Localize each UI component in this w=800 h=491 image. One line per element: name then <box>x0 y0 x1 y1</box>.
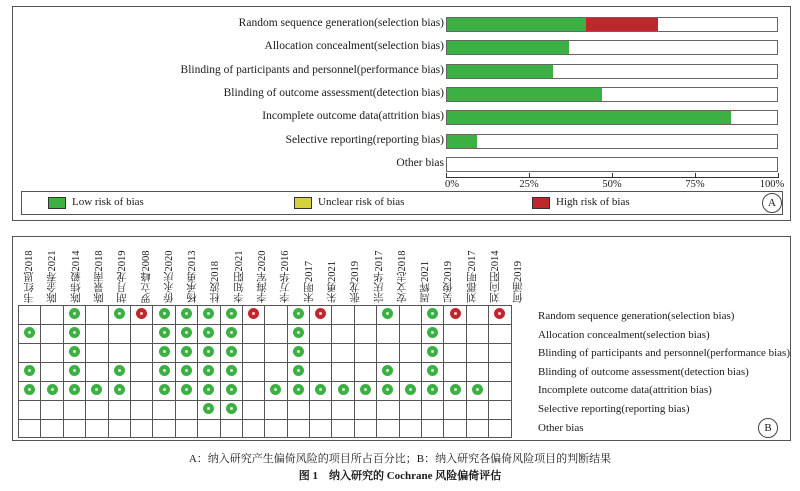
x-tick <box>695 173 696 178</box>
grid-cell <box>399 401 421 420</box>
study-name: 宗庆华2017 <box>373 250 385 303</box>
grid-row <box>19 306 512 325</box>
grid-cell <box>489 363 511 382</box>
bar-segment-low <box>447 41 569 54</box>
grid-cell <box>153 306 175 325</box>
low-risk-dot <box>181 327 192 338</box>
grid-cell <box>354 344 376 363</box>
grid-cell <box>444 401 466 420</box>
grid-cell <box>153 363 175 382</box>
legend-swatch-low <box>48 197 66 209</box>
grid-cell <box>41 363 63 382</box>
low-risk-dot <box>47 384 58 395</box>
grid-cell <box>377 344 399 363</box>
grid-cell <box>63 306 85 325</box>
grid-cell <box>175 306 197 325</box>
bar-track <box>446 40 778 55</box>
grid-cell <box>466 401 488 420</box>
grid-cell <box>422 306 444 325</box>
grid-cell <box>108 306 130 325</box>
grid-cell <box>242 420 264 438</box>
low-risk-dot <box>293 365 304 376</box>
grid-cell <box>130 363 152 382</box>
study-name: 陈景南2018 <box>93 250 105 303</box>
low-risk-dot <box>69 384 80 395</box>
domain-label: Incomplete outcome data(attrition bias) <box>538 384 712 397</box>
grid-cell <box>377 382 399 401</box>
grid-cell <box>332 325 354 344</box>
low-risk-dot <box>226 308 237 319</box>
grid-cell <box>86 306 108 325</box>
grid-row <box>19 420 512 438</box>
bar-label: Selective reporting(reporting bias) <box>285 133 444 146</box>
grid-cell <box>220 382 242 401</box>
study-name: 李海军2020 <box>257 250 268 303</box>
low-risk-dot <box>226 346 237 357</box>
grid-cell <box>220 420 242 438</box>
low-risk-dot <box>338 384 349 395</box>
low-risk-dot <box>450 384 461 395</box>
grid-cell <box>86 401 108 420</box>
bar-track <box>446 17 778 32</box>
high-risk-dot <box>136 308 147 319</box>
low-risk-dot <box>382 384 393 395</box>
grid-cell <box>220 325 242 344</box>
study-name: 刘向阳2014 <box>490 250 501 303</box>
domain-label: Blinding of outcome assessment(detection bias) <box>538 365 749 378</box>
grid-cell <box>41 420 63 438</box>
grid-cell <box>220 401 242 420</box>
panel-b-matrix <box>12 236 791 441</box>
grid-cell <box>489 306 511 325</box>
low-risk-dot <box>203 403 214 414</box>
figure-title: 图 1 纳入研究的 Cochrane 风险偏倚评估 <box>298 470 502 482</box>
x-tick-label: 25% <box>519 179 539 190</box>
grid-cell <box>354 325 376 344</box>
study-name: 杜波2018 <box>210 261 222 303</box>
grid-cell <box>489 420 511 438</box>
low-risk-dot <box>226 365 237 376</box>
study-name: 罗立峰2008 <box>140 250 152 303</box>
panel-a-summary <box>12 6 791 221</box>
grid-cell <box>175 401 197 420</box>
grid-cell <box>287 344 309 363</box>
grid-cell <box>265 420 287 438</box>
low-risk-dot <box>226 403 237 414</box>
bar-label: Other bias <box>396 156 444 169</box>
low-risk-dot <box>24 327 35 338</box>
grid-row <box>19 401 512 420</box>
grid-cell <box>108 325 130 344</box>
bar-segment-high <box>586 18 659 31</box>
grid-cell <box>130 382 152 401</box>
grid-cell <box>466 325 488 344</box>
low-risk-dot <box>69 365 80 376</box>
grid-cell <box>41 325 63 344</box>
grid-cell <box>242 325 264 344</box>
panel-b-badge: B <box>758 418 778 438</box>
study-name: 何涌2019 <box>513 261 525 303</box>
study-name: 韦红恩2018 <box>24 250 35 303</box>
grid-cell <box>19 344 41 363</box>
grid-cell <box>377 306 399 325</box>
study-name: 侨永庆2020 <box>163 250 175 303</box>
bar-segment-low <box>447 88 602 101</box>
grid-cell <box>332 306 354 325</box>
grid-cell <box>19 401 41 420</box>
grid-cell <box>489 401 511 420</box>
grid-cell <box>332 363 354 382</box>
x-tick <box>529 173 530 178</box>
bar-label: Allocation concealment(selection bias) <box>264 40 444 53</box>
low-risk-dot <box>69 308 80 319</box>
low-risk-dot <box>427 365 438 376</box>
low-risk-dot <box>270 384 281 395</box>
grid-cell <box>287 363 309 382</box>
bar-track <box>446 157 778 172</box>
grid-cell <box>108 344 130 363</box>
study-name: 安文志2018 <box>396 250 408 303</box>
bar-label: Incomplete outcome data(attrition bias) <box>262 110 444 123</box>
legend-label-high: High risk of bias <box>556 196 630 208</box>
grid-cell <box>377 420 399 438</box>
grid-cell <box>130 420 152 438</box>
grid-cell <box>153 344 175 363</box>
low-risk-dot <box>159 327 170 338</box>
grid-row <box>19 382 512 401</box>
grid-cell <box>422 382 444 401</box>
bar-track <box>446 87 778 102</box>
high-risk-dot <box>248 308 259 319</box>
grid-cell <box>466 363 488 382</box>
grid-cell <box>265 344 287 363</box>
grid-cell <box>41 344 63 363</box>
grid-cell <box>41 401 63 420</box>
grid-cell <box>198 382 220 401</box>
bar-track <box>446 110 778 125</box>
grid-row <box>19 325 512 344</box>
grid-cell <box>489 325 511 344</box>
low-risk-dot <box>159 365 170 376</box>
low-risk-dot <box>360 384 371 395</box>
low-risk-dot <box>382 365 393 376</box>
grid-cell <box>242 382 264 401</box>
study-name: 胡月龙2019 <box>117 250 129 303</box>
grid-cell <box>63 363 85 382</box>
grid-cell <box>377 363 399 382</box>
grid-cell <box>19 306 41 325</box>
grid-cell <box>108 401 130 420</box>
grid-cell <box>332 420 354 438</box>
low-risk-dot <box>203 308 214 319</box>
low-risk-dot <box>472 384 483 395</box>
domain-label: Other bias <box>538 421 584 434</box>
grid-cell <box>108 382 130 401</box>
grid-cell <box>220 306 242 325</box>
domain-label: Blinding of participants and personnel(performance bias) <box>538 347 791 360</box>
low-risk-dot <box>293 308 304 319</box>
grid-cell <box>108 363 130 382</box>
low-risk-dot <box>91 384 102 395</box>
figure-note: A：纳入研究产生偏倚风险的项目所占百分比；B：纳入研究各偏倚风险项目的判断结果 <box>188 453 612 465</box>
low-risk-dot <box>293 346 304 357</box>
grid-cell <box>265 363 287 382</box>
study-name: 周辉2021 <box>420 261 432 303</box>
low-risk-dot <box>69 327 80 338</box>
low-risk-dot <box>181 384 192 395</box>
grid-cell <box>332 382 354 401</box>
low-risk-dot <box>114 365 125 376</box>
grid-cell <box>63 344 85 363</box>
low-risk-dot <box>315 384 326 395</box>
grid-cell <box>86 344 108 363</box>
legend <box>21 191 783 215</box>
legend-swatch-high <box>532 197 550 209</box>
legend-label-low: Low risk of bias <box>72 196 144 208</box>
x-tick <box>446 173 447 178</box>
grid-cell <box>399 363 421 382</box>
grid-cell <box>19 363 41 382</box>
grid-cell <box>86 363 108 382</box>
risk-grid <box>18 305 512 438</box>
grid-cell <box>175 382 197 401</box>
study-name: 陈金寿2021 <box>47 250 59 303</box>
low-risk-dot <box>427 308 438 319</box>
low-risk-dot <box>427 384 438 395</box>
bar-track <box>446 134 778 149</box>
grid-cell <box>130 325 152 344</box>
low-risk-dot <box>293 384 304 395</box>
grid-cell <box>466 306 488 325</box>
grid-cell <box>399 306 421 325</box>
grid-cell <box>175 325 197 344</box>
low-risk-dot <box>226 327 237 338</box>
grid-cell <box>444 420 466 438</box>
grid-cell <box>310 325 332 344</box>
grid-cell <box>489 382 511 401</box>
grid-cell <box>86 382 108 401</box>
grid-cell <box>422 344 444 363</box>
grid-cell <box>19 420 41 438</box>
legend-label-unclear: Unclear risk of bias <box>318 196 405 208</box>
study-name: 李万华2016 <box>280 250 292 303</box>
grid-cell <box>220 344 242 363</box>
low-risk-dot <box>114 308 125 319</box>
grid-cell <box>310 363 332 382</box>
grid-cell <box>220 363 242 382</box>
legend-swatch-unclear <box>294 197 312 209</box>
grid-row <box>19 363 512 382</box>
grid-cell <box>175 420 197 438</box>
grid-cell <box>265 306 287 325</box>
grid-cell <box>422 401 444 420</box>
high-risk-dot <box>494 308 505 319</box>
low-risk-dot <box>203 365 214 376</box>
grid-cell <box>444 363 466 382</box>
grid-cell <box>310 344 332 363</box>
bar-label: Blinding of participants and personnel(performance bias) <box>180 63 444 76</box>
grid-cell <box>444 325 466 344</box>
grid-cell <box>489 344 511 363</box>
grid-cell <box>63 420 85 438</box>
grid-cell <box>332 401 354 420</box>
bar-label: Random sequence generation(selection bias) <box>238 17 444 29</box>
grid-cell <box>41 306 63 325</box>
grid-cell <box>242 401 264 420</box>
study-name: 李知阳2021 <box>233 250 245 303</box>
grid-cell <box>332 344 354 363</box>
grid-cell <box>63 382 85 401</box>
study-name: 吴俊2019 <box>443 261 455 303</box>
study-name: 宋明2017 <box>303 261 315 303</box>
low-risk-dot <box>203 384 214 395</box>
grid-cell <box>399 382 421 401</box>
grid-cell <box>377 401 399 420</box>
grid-cell <box>310 306 332 325</box>
grid-cell <box>175 344 197 363</box>
low-risk-dot <box>181 365 192 376</box>
low-risk-dot <box>226 384 237 395</box>
grid-cell <box>130 306 152 325</box>
grid-cell <box>287 420 309 438</box>
grid-cell <box>130 344 152 363</box>
grid-cell <box>175 363 197 382</box>
low-risk-dot <box>24 384 35 395</box>
grid-cell <box>399 420 421 438</box>
grid-row <box>19 344 512 363</box>
grid-cell <box>310 401 332 420</box>
grid-cell <box>265 401 287 420</box>
bar-track <box>446 64 778 79</box>
bar-segment-low <box>447 65 553 78</box>
study-name: 刘郡明2017 <box>466 250 478 303</box>
grid-cell <box>63 325 85 344</box>
grid-cell <box>422 363 444 382</box>
grid-cell <box>377 325 399 344</box>
grid-cell <box>444 306 466 325</box>
low-risk-dot <box>181 308 192 319</box>
grid-cell <box>310 382 332 401</box>
low-risk-dot <box>382 308 393 319</box>
grid-cell <box>198 325 220 344</box>
study-name: 张龙2019 <box>350 261 362 303</box>
grid-cell <box>153 401 175 420</box>
grid-cell <box>198 363 220 382</box>
low-risk-dot <box>159 384 170 395</box>
grid-cell <box>198 306 220 325</box>
bar-segment-low <box>447 18 586 31</box>
grid-cell <box>354 306 376 325</box>
x-tick-label: 50% <box>602 179 622 190</box>
grid-cell <box>242 344 264 363</box>
grid-cell <box>130 401 152 420</box>
low-risk-dot <box>293 327 304 338</box>
low-risk-dot <box>181 346 192 357</box>
grid-cell <box>444 344 466 363</box>
grid-cell <box>466 420 488 438</box>
grid-cell <box>354 363 376 382</box>
domain-label: Random sequence generation(selection bias) <box>538 310 735 322</box>
grid-cell <box>19 325 41 344</box>
grid-cell <box>287 382 309 401</box>
x-tick-label: 0% <box>445 179 459 190</box>
grid-cell <box>265 325 287 344</box>
grid-cell <box>422 420 444 438</box>
low-risk-dot <box>114 384 125 395</box>
grid-cell <box>153 382 175 401</box>
grid-cell <box>310 420 332 438</box>
grid-cell <box>198 344 220 363</box>
low-risk-dot <box>159 308 170 319</box>
grid-cell <box>86 325 108 344</box>
grid-cell <box>399 325 421 344</box>
grid-cell <box>287 306 309 325</box>
bar-segment-low <box>447 135 477 148</box>
panel-a-badge: A <box>762 193 782 213</box>
low-risk-dot <box>159 346 170 357</box>
grid-cell <box>287 325 309 344</box>
study-name: 陈炜毅2014 <box>70 250 82 303</box>
study-name: 朱勇2021 <box>326 261 338 303</box>
study-name: 杨承勇2013 <box>187 250 199 303</box>
grid-cell <box>466 382 488 401</box>
grid-cell <box>108 420 130 438</box>
x-tick <box>778 173 779 178</box>
low-risk-dot <box>203 346 214 357</box>
grid-cell <box>399 344 421 363</box>
grid-cell <box>354 382 376 401</box>
high-risk-dot <box>315 308 326 319</box>
bar-segment-low <box>447 111 731 124</box>
grid-cell <box>242 363 264 382</box>
grid-cell <box>86 420 108 438</box>
x-tick <box>612 173 613 178</box>
grid-cell <box>153 325 175 344</box>
grid-cell <box>354 401 376 420</box>
grid-cell <box>153 420 175 438</box>
grid-cell <box>287 401 309 420</box>
grid-cell <box>63 401 85 420</box>
grid-cell <box>265 382 287 401</box>
grid-cell <box>422 325 444 344</box>
low-risk-dot <box>405 384 416 395</box>
low-risk-dot <box>24 365 35 376</box>
grid-cell <box>19 382 41 401</box>
x-tick-label: 75% <box>685 179 705 190</box>
grid-cell <box>41 382 63 401</box>
x-tick-label: 100% <box>759 179 785 190</box>
high-risk-dot <box>450 308 461 319</box>
low-risk-dot <box>203 327 214 338</box>
grid-cell <box>354 420 376 438</box>
low-risk-dot <box>69 346 80 357</box>
grid-cell <box>466 344 488 363</box>
grid-cell <box>444 382 466 401</box>
domain-label: Selective reporting(reporting bias) <box>538 403 690 415</box>
grid-cell <box>242 306 264 325</box>
bar-label: Blinding of outcome assessment(detection bias) <box>223 86 444 99</box>
low-risk-dot <box>427 346 438 357</box>
grid-cell <box>198 420 220 438</box>
grid-cell <box>198 401 220 420</box>
low-risk-dot <box>427 327 438 338</box>
domain-label: Allocation concealment(selection bias) <box>538 328 710 341</box>
